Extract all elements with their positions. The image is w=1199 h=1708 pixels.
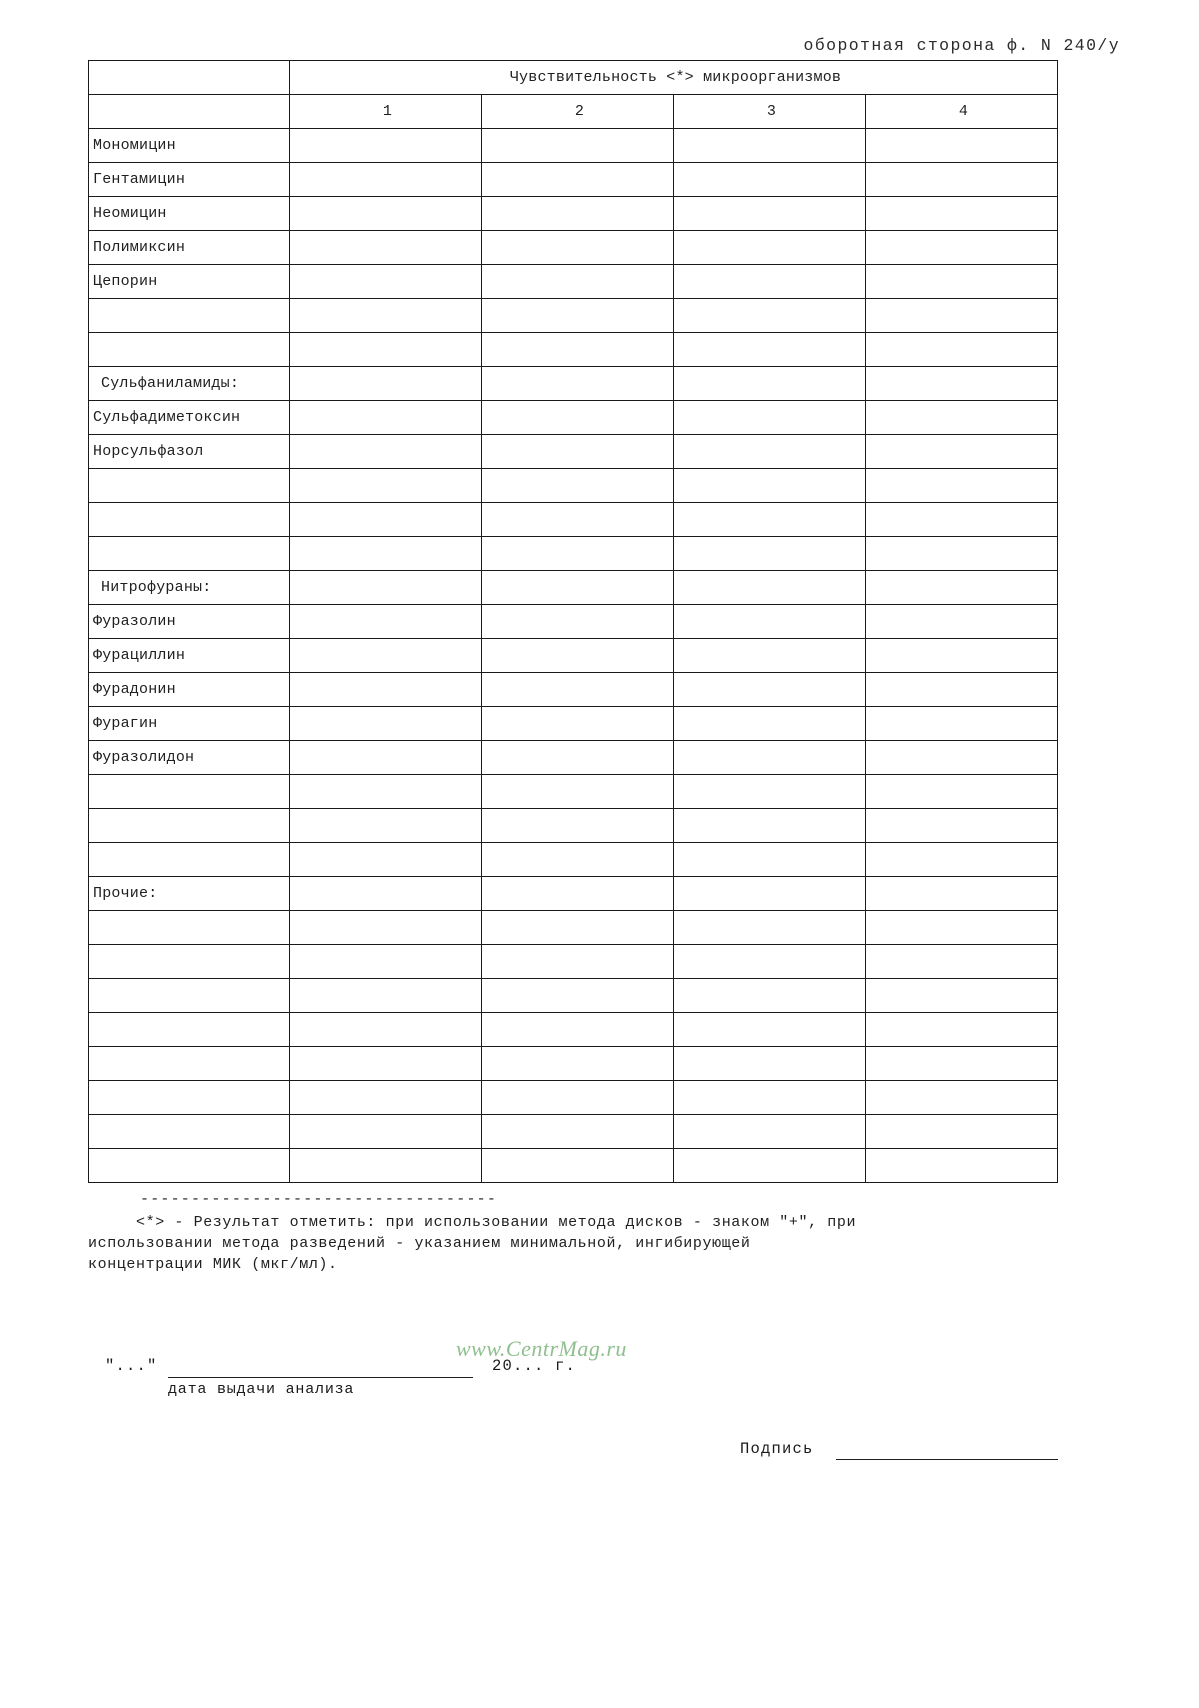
row-cell-3[interactable]: [674, 333, 866, 367]
row-cell-2[interactable]: [482, 503, 674, 537]
row-cell-2[interactable]: [482, 1047, 674, 1081]
row-cell-1[interactable]: [290, 1149, 482, 1183]
row-cell-3[interactable]: [674, 469, 866, 503]
row-cell-2[interactable]: [482, 1081, 674, 1115]
row-cell-3[interactable]: [674, 299, 866, 333]
row-cell-2[interactable]: [482, 945, 674, 979]
row-cell-1[interactable]: [290, 877, 482, 911]
table-row: [89, 979, 1058, 1013]
table-row: [89, 1115, 1058, 1149]
row-cell-3[interactable]: [674, 435, 866, 469]
row-cell-3[interactable]: [674, 843, 866, 877]
footnote-line-2: использовании метода разведений - указанием минимальной, ингибирующей: [88, 1235, 751, 1252]
table-row: [89, 299, 1058, 333]
row-cell-4[interactable]: [866, 707, 1058, 741]
row-cell-1[interactable]: [290, 673, 482, 707]
row-label: [89, 503, 290, 537]
row-label: [89, 809, 290, 843]
row-cell-1[interactable]: [290, 945, 482, 979]
row-cell-4[interactable]: [866, 129, 1058, 163]
row-cell-1[interactable]: [290, 435, 482, 469]
row-cell-3[interactable]: [674, 1081, 866, 1115]
row-cell-3[interactable]: [674, 741, 866, 775]
row-cell-2[interactable]: [482, 435, 674, 469]
row-cell-3[interactable]: [674, 537, 866, 571]
row-cell-4[interactable]: [866, 537, 1058, 571]
row-cell-1[interactable]: [290, 911, 482, 945]
row-group-label: Нитрофураны:: [89, 571, 290, 605]
row-cell-3[interactable]: [674, 605, 866, 639]
row-cell-1[interactable]: [290, 605, 482, 639]
row-cell-3[interactable]: [674, 639, 866, 673]
row-cell-1[interactable]: [290, 639, 482, 673]
row-cell-1[interactable]: [290, 809, 482, 843]
row-label: Норсульфазол: [89, 435, 290, 469]
row-cell-1[interactable]: [290, 129, 482, 163]
table-row: [89, 435, 1058, 469]
footnote-text: [88, 1212, 1063, 1275]
table-row: [89, 469, 1058, 503]
row-cell-2[interactable]: [482, 1013, 674, 1047]
row-cell-2[interactable]: [482, 469, 674, 503]
row-cell-1[interactable]: [290, 775, 482, 809]
row-cell-2[interactable]: [482, 775, 674, 809]
date-caption: дата выдачи анализа: [168, 1381, 355, 1398]
row-cell-4[interactable]: [866, 163, 1058, 197]
row-cell-2[interactable]: [482, 299, 674, 333]
row-cell-4[interactable]: [866, 843, 1058, 877]
row-cell-1[interactable]: [290, 401, 482, 435]
row-cell-4[interactable]: [866, 435, 1058, 469]
row-cell-4[interactable]: [866, 673, 1058, 707]
row-cell-3[interactable]: [674, 673, 866, 707]
row-label: [89, 333, 290, 367]
row-cell-3[interactable]: [674, 163, 866, 197]
row-cell-4[interactable]: [866, 1081, 1058, 1115]
row-cell-2[interactable]: [482, 1149, 674, 1183]
row-cell-3[interactable]: [674, 1115, 866, 1149]
row-label: Фурагин: [89, 707, 290, 741]
row-label: [89, 1115, 290, 1149]
row-cell-3[interactable]: [674, 911, 866, 945]
row-cell-3[interactable]: [674, 401, 866, 435]
row-cell-2[interactable]: [482, 1115, 674, 1149]
row-cell-2[interactable]: [482, 265, 674, 299]
row-label: [89, 299, 290, 333]
row-cell-1[interactable]: [290, 571, 482, 605]
row-label: [89, 843, 290, 877]
table-row: [89, 639, 1058, 673]
date-input-rule[interactable]: [168, 1377, 473, 1378]
table-row: [89, 877, 1058, 911]
table-row: [89, 911, 1058, 945]
number-row-empty-cell: [89, 95, 290, 129]
row-cell-4[interactable]: [866, 979, 1058, 1013]
row-cell-3[interactable]: [674, 877, 866, 911]
row-label: Сульфадиметоксин: [89, 401, 290, 435]
signature-input-rule[interactable]: [836, 1459, 1058, 1460]
table-title-row: [89, 61, 1058, 95]
date-prefix: "...": [105, 1357, 158, 1375]
row-cell-2[interactable]: [482, 197, 674, 231]
row-cell-3[interactable]: [674, 775, 866, 809]
table-row: [89, 333, 1058, 367]
title-row-empty-cell: [89, 61, 290, 95]
row-cell-1[interactable]: [290, 333, 482, 367]
row-cell-3[interactable]: [674, 367, 866, 401]
table-row: [89, 129, 1058, 163]
row-cell-1[interactable]: [290, 537, 482, 571]
row-cell-2[interactable]: [482, 673, 674, 707]
column-number-1: 1: [290, 95, 482, 129]
watermark: www.CentrMag.ru: [456, 1336, 627, 1361]
row-cell-2[interactable]: [482, 707, 674, 741]
row-cell-2[interactable]: [482, 809, 674, 843]
table-row: [89, 571, 1058, 605]
row-cell-3[interactable]: [674, 265, 866, 299]
row-label: Полимиксин: [89, 231, 290, 265]
form-header-note: оборотная сторона ф. N 240/у: [803, 36, 1120, 55]
row-cell-3[interactable]: [674, 197, 866, 231]
table-row: [89, 537, 1058, 571]
table-row: [89, 1149, 1058, 1183]
row-cell-1[interactable]: [290, 265, 482, 299]
row-cell-1[interactable]: [290, 707, 482, 741]
table-row: [89, 1081, 1058, 1115]
sensitivity-table: [88, 60, 1058, 1183]
table-row: [89, 231, 1058, 265]
row-cell-3[interactable]: [674, 707, 866, 741]
row-cell-4[interactable]: [866, 911, 1058, 945]
row-cell-1[interactable]: [290, 979, 482, 1013]
table-row: [89, 741, 1058, 775]
row-cell-4[interactable]: [866, 333, 1058, 367]
row-cell-1[interactable]: [290, 367, 482, 401]
table-column-number-row: [89, 95, 1058, 129]
row-cell-4[interactable]: [866, 197, 1058, 231]
row-cell-4[interactable]: [866, 1115, 1058, 1149]
row-cell-4[interactable]: [866, 367, 1058, 401]
footnote-divider: -----------------------------------: [140, 1191, 498, 1208]
column-number-3: 3: [674, 95, 866, 129]
row-label: Прочие:: [89, 877, 290, 911]
row-cell-2[interactable]: [482, 129, 674, 163]
table-row: [89, 1013, 1058, 1047]
row-label: [89, 537, 290, 571]
row-cell-2[interactable]: [482, 231, 674, 265]
row-cell-1[interactable]: [290, 1081, 482, 1115]
row-cell-4[interactable]: [866, 571, 1058, 605]
row-cell-2[interactable]: [482, 163, 674, 197]
row-label: Цепорин: [89, 265, 290, 299]
row-cell-2[interactable]: [482, 537, 674, 571]
row-label: [89, 979, 290, 1013]
row-cell-1[interactable]: [290, 1047, 482, 1081]
row-label: [89, 469, 290, 503]
table-row: [89, 197, 1058, 231]
table-row: [89, 163, 1058, 197]
row-cell-1[interactable]: [290, 299, 482, 333]
row-cell-2[interactable]: [482, 571, 674, 605]
row-label: [89, 1081, 290, 1115]
footnote-line-1: <*> - Результат отметить: при использовании метода дисков - знаком "+", при: [136, 1214, 857, 1231]
row-cell-2[interactable]: [482, 333, 674, 367]
column-number-4: 4: [866, 95, 1058, 129]
row-cell-3[interactable]: [674, 1013, 866, 1047]
row-cell-4[interactable]: [866, 265, 1058, 299]
signature-label: Подпись: [740, 1440, 814, 1458]
row-cell-4[interactable]: [866, 741, 1058, 775]
row-cell-1[interactable]: [290, 1115, 482, 1149]
table-row: [89, 707, 1058, 741]
row-cell-2[interactable]: [482, 639, 674, 673]
row-cell-4[interactable]: [866, 1149, 1058, 1183]
row-cell-4[interactable]: [866, 1013, 1058, 1047]
row-cell-4[interactable]: [866, 877, 1058, 911]
row-label: Фурадонин: [89, 673, 290, 707]
row-cell-4[interactable]: [866, 231, 1058, 265]
row-cell-4[interactable]: [866, 401, 1058, 435]
row-cell-3[interactable]: [674, 1047, 866, 1081]
row-label: [89, 945, 290, 979]
table-row: [89, 605, 1058, 639]
table-body: [89, 61, 1058, 1183]
row-cell-2[interactable]: [482, 401, 674, 435]
row-cell-2[interactable]: [482, 911, 674, 945]
row-label: Фуразолидон: [89, 741, 290, 775]
row-cell-3[interactable]: [674, 979, 866, 1013]
row-cell-1[interactable]: [290, 231, 482, 265]
row-cell-4[interactable]: [866, 605, 1058, 639]
row-cell-4[interactable]: [866, 775, 1058, 809]
row-cell-1[interactable]: [290, 469, 482, 503]
row-cell-2[interactable]: [482, 741, 674, 775]
row-cell-3[interactable]: [674, 809, 866, 843]
row-group-label: Сульфаниламиды:: [89, 367, 290, 401]
date-year: 20... г.: [492, 1357, 577, 1375]
table-title: Чувствительность <*> микроорганизмов: [290, 61, 1058, 95]
table-row: [89, 367, 1058, 401]
row-cell-1[interactable]: [290, 843, 482, 877]
table-row: [89, 265, 1058, 299]
row-label: Мономицин: [89, 129, 290, 163]
row-cell-4[interactable]: [866, 639, 1058, 673]
table-row: [89, 809, 1058, 843]
row-label: [89, 775, 290, 809]
row-cell-1[interactable]: [290, 503, 482, 537]
row-cell-2[interactable]: [482, 979, 674, 1013]
row-cell-2[interactable]: [482, 605, 674, 639]
row-cell-4[interactable]: [866, 503, 1058, 537]
footnote-line-3: концентрации МИК (мкг/мл).: [88, 1256, 338, 1273]
table-row: [89, 673, 1058, 707]
table-row: [89, 775, 1058, 809]
row-cell-3[interactable]: [674, 571, 866, 605]
table-row: [89, 401, 1058, 435]
row-cell-4[interactable]: [866, 469, 1058, 503]
table-row: [89, 945, 1058, 979]
row-cell-4[interactable]: [866, 299, 1058, 333]
row-cell-4[interactable]: [866, 945, 1058, 979]
row-cell-3[interactable]: [674, 503, 866, 537]
row-label: Фуразолин: [89, 605, 290, 639]
row-cell-4[interactable]: [866, 809, 1058, 843]
row-cell-3[interactable]: [674, 129, 866, 163]
column-number-2: 2: [482, 95, 674, 129]
row-label: [89, 1149, 290, 1183]
row-label: [89, 1047, 290, 1081]
row-cell-1[interactable]: [290, 741, 482, 775]
row-label: [89, 1013, 290, 1047]
row-label: [89, 911, 290, 945]
row-label: Фурациллин: [89, 639, 290, 673]
row-cell-4[interactable]: [866, 1047, 1058, 1081]
row-cell-2[interactable]: [482, 843, 674, 877]
row-cell-3[interactable]: [674, 945, 866, 979]
row-cell-1[interactable]: [290, 197, 482, 231]
row-label: Неомицин: [89, 197, 290, 231]
row-cell-1[interactable]: [290, 163, 482, 197]
row-cell-2[interactable]: [482, 877, 674, 911]
row-cell-1[interactable]: [290, 1013, 482, 1047]
table-row: [89, 843, 1058, 877]
row-cell-3[interactable]: [674, 1149, 866, 1183]
row-cell-2[interactable]: [482, 367, 674, 401]
table-row: [89, 1047, 1058, 1081]
row-cell-3[interactable]: [674, 231, 866, 265]
row-label: Гентамицин: [89, 163, 290, 197]
table-row: [89, 503, 1058, 537]
